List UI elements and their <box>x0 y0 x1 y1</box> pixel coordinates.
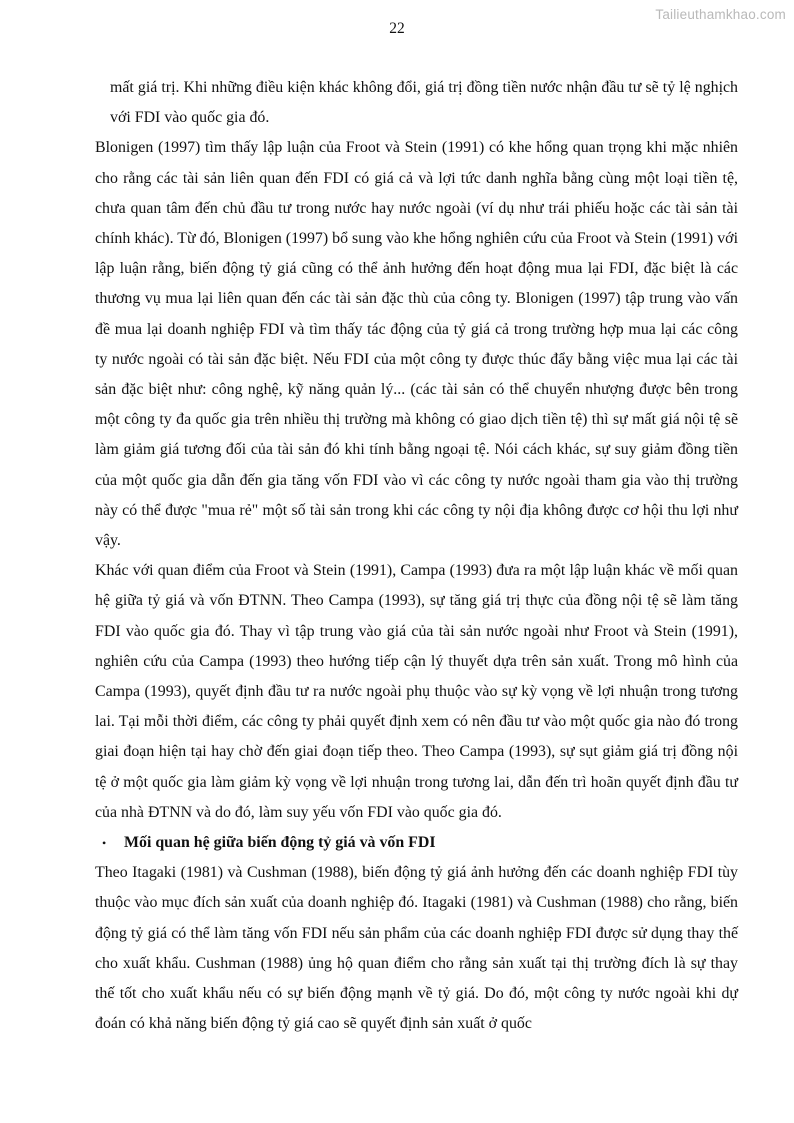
section-heading-text: Mối quan hệ giữa biến động tỷ giá và vốn FDI <box>124 834 436 852</box>
bullet-icon: • <box>102 836 107 851</box>
paragraph-itagaki-cushman: Theo Itagaki (1981) và Cushman (1988), biến động tỷ giá ảnh hưởng đến các doanh nghiệp FDI tùy thuộc vào mục đích sản xuất của doanh nghiệp đó. Itagaki (1981) và Cushman (1988) cho rằng, biến động tỷ giá có thể làm tăng vốn FDI nếu sản phẩm của các doanh nghiệp FDI được sử dụng thay thế cho xuất khẩu. Cushman (1988) ủng hộ quan điểm cho rằng sản xuất tại thị trường đích là sự thay thế tốt cho xuất khẩu nếu có sự biến động mạnh về tỷ giá. Do đó, một công ty nước ngoài khi dự đoán có khả năng biến động tỷ giá cao sẽ quyết định sản xuất ở quốc <box>95 864 738 1033</box>
page-body <box>95 73 738 1040</box>
watermark: Tailieuthamkhao.com <box>655 7 786 22</box>
paragraph-blonigen: Blonigen (1997) tìm thấy lập luận của Froot và Stein (1991) có khe hổng quan trọng khi mặc nhiên cho rằng các tài sản liên quan đến FDI có giá cả và lợi tức danh nghĩa bằng cùng một loại tiền tệ, chưa quan tâm đến chủ đầu tư trong nước hay nước ngoài (ví dụ như trái phiếu hoặc các tài sản tài chính khác). Từ đó, Blonigen (1997) bổ sung vào khe hổng nghiên cứu của Froot và Stein (1991) với lập luận rằng, biến động tỷ giá cũng có thể ảnh hưởng đến hoạt động mua lại FDI, đặc biệt là các thương vụ mua lại liên quan đến các tài sản đặc thù của công ty. Blonigen (1997) tập trung vào vấn đề mua lại doanh nghiệp FDI và tìm thấy tác động của tỷ giá cả trong trường hợp mua lại các công ty nước ngoài có tài sản đặc biệt. Nếu FDI của một công ty được thúc đẩy bằng việc mua lại các tài sản đặc biệt như: công nghệ, kỹ năng quản lý... (các tài sản có thể chuyển nhượng được bên trong một công ty đa quốc gia trên nhiều thị trường mà không có giao dịch tiền tệ) thì sự mất giá nội tệ sẽ làm giảm giá tương đối của tài sản đó khi tính bằng ngoại tệ. Nói cách khác, sự suy giảm đồng tiền của một quốc gia dẫn đến gia tăng vốn FDI vào vì các công ty nước ngoài tham gia vào thị trường này có thể được "mua rẻ" một số tài sản trong khi các công ty nội địa không được cơ hội thu lợi như vậy. <box>95 139 738 550</box>
paragraph-intro: mất giá trị. Khi những điều kiện khác không đổi, giá trị đồng tiền nước nhận đầu tư sẽ tỷ lệ nghịch với FDI vào quốc gia đó. <box>110 79 738 127</box>
paragraph-campa: Khác với quan điểm của Froot và Stein (1991), Campa (1993) đưa ra một lập luận khác về mối quan hệ giữa tỷ giá và vốn ĐTNN. Theo Campa (1993), sự tăng giá trị thực của đồng nội tệ sẽ làm tăng FDI vào quốc gia đó. Thay vì tập trung vào giá của tài sản nước ngoài như Froot và Stein (1991), nghiên cứu của Campa (1993) theo hướng tiếp cận lý thuyết dựa trên sản xuất. Trong mô hình của Campa (1993), quyết định đầu tư ra nước ngoài phụ thuộc vào sự kỳ vọng về lợi nhuận trong tương lai. Tại mỗi thời điểm, các công ty phải quyết định xem có nên đầu tư vào một quốc gia nào đó trong giai đoạn hiện tại hay chờ đến giai đoạn tiếp theo. Theo Campa (1993), sự sụt giảm giá trị đồng nội tệ ở một quốc gia làm giảm kỳ vọng về lợi nhuận trong tương lai, dẫn đến trì hoãn quyết định đầu tư của nhà ĐTNN và do đó, làm suy yếu vốn FDI vào quốc gia đó. <box>95 562 738 821</box>
page-number: 22 <box>389 20 405 37</box>
section-heading <box>95 828 738 858</box>
